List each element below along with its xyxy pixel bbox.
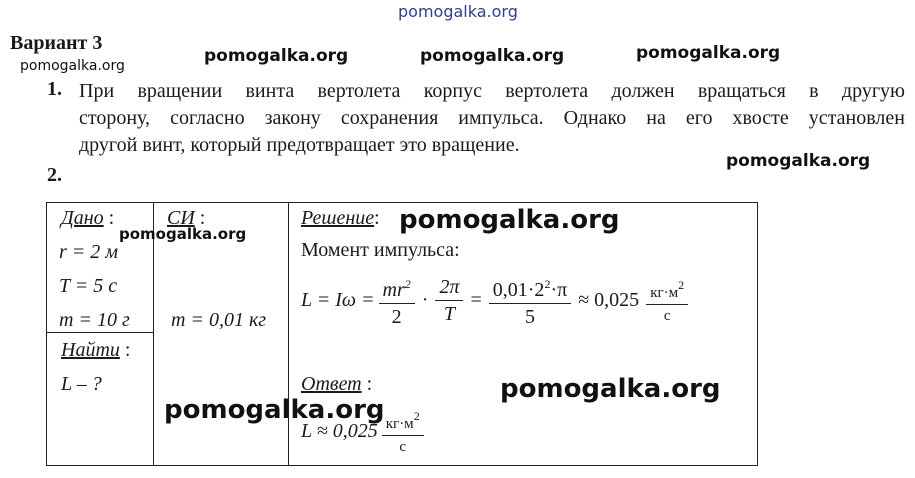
fraction-numerator: [379, 273, 415, 304]
fraction-numerator-tail: ·π: [550, 279, 568, 301]
answer-unit-fraction: [382, 407, 424, 456]
answer-value: L ≈ 0,025: [301, 420, 378, 442]
fraction-denominator: T: [443, 303, 456, 325]
fraction-2pi-over-t: [435, 276, 463, 325]
multiply-dot: ·: [421, 289, 429, 311]
unit-denominator: с: [663, 308, 671, 324]
find-header: [61, 339, 130, 362]
formula-lhs: L = Iω =: [301, 289, 375, 311]
given-header-colon: :: [103, 207, 115, 229]
given-item: T = 5 с: [59, 275, 118, 297]
question-1-text: [79, 78, 905, 159]
unit-numerator: [382, 407, 424, 436]
watermark: pomogalka.org: [399, 205, 620, 235]
given-item: m = 10 г: [59, 309, 130, 331]
fraction-numerator-text: 0,01·2: [492, 279, 545, 301]
fraction-numerator-text: mr: [382, 279, 405, 301]
find-header-colon: :: [119, 339, 131, 361]
find-item: L – ?: [61, 373, 102, 395]
watermark: pomogalka.org: [204, 46, 349, 66]
approx-value: ≈ 0,025: [578, 289, 640, 311]
momentum-formula: [301, 273, 692, 328]
question-1-line: сторону, согласно закону сохранения импульса. Однако на его хвосте установлен: [79, 107, 905, 129]
question-1-line: При вращении винта вертолета корпус вертолета должен вращаться в другую: [79, 80, 905, 102]
watermark: pomogalka.org: [420, 46, 565, 66]
given-item: r = 2 м: [59, 241, 119, 263]
watermark: pomogalka.org: [726, 151, 871, 171]
watermark: pomogalka.org: [636, 43, 781, 63]
watermark: pomogalka.org: [119, 225, 247, 243]
table-divider: [47, 332, 153, 333]
fraction-numeric: [489, 273, 571, 328]
moment-label: Момент импульса:: [301, 239, 460, 261]
unit-fraction: [646, 276, 688, 325]
solution-header: [301, 207, 380, 230]
answer-header-label: Ответ: [301, 373, 362, 395]
watermark-top: pomogalka.org: [398, 2, 518, 21]
exponent: 2: [678, 278, 685, 292]
exponent: 2: [544, 277, 551, 291]
exponent: 2: [413, 409, 420, 423]
fraction-numerator: [489, 273, 571, 304]
exponent: 2: [404, 277, 411, 291]
question-1-line: другой винт, который предотвращает это вращение.: [79, 134, 520, 156]
unit-numerator-text: кг·м: [385, 416, 414, 432]
table-divider: [288, 203, 289, 465]
question-1-number: 1.: [47, 78, 62, 100]
solution-header-label: Решение: [301, 207, 375, 229]
watermark: pomogalka.org: [20, 58, 125, 74]
variant-title: Вариант 3: [10, 32, 103, 54]
watermark: pomogalka.org: [500, 374, 721, 404]
fraction-mr2-over-2: [379, 273, 415, 328]
fraction-denominator: 5: [524, 306, 535, 328]
question-2-number: 2.: [47, 164, 62, 186]
find-header-label: Найти: [61, 339, 120, 361]
unit-numerator-text: кг·м: [650, 285, 679, 301]
given-header: [61, 207, 114, 230]
si-value: m = 0,01 кг: [171, 309, 267, 331]
equals-sign: =: [470, 289, 482, 311]
watermark: pomogalka.org: [164, 395, 385, 425]
fraction-numerator: 2π: [435, 276, 463, 301]
given-header-label: Дано: [61, 207, 104, 229]
si-header-label: СИ: [167, 207, 195, 229]
answer-header: [301, 373, 372, 396]
answer-header-colon: :: [361, 373, 373, 395]
fraction-denominator: 2: [391, 306, 402, 328]
unit-denominator: с: [399, 439, 407, 455]
unit-numerator: [646, 276, 688, 305]
si-header-colon: :: [194, 207, 206, 229]
solution-header-colon: :: [374, 207, 380, 229]
